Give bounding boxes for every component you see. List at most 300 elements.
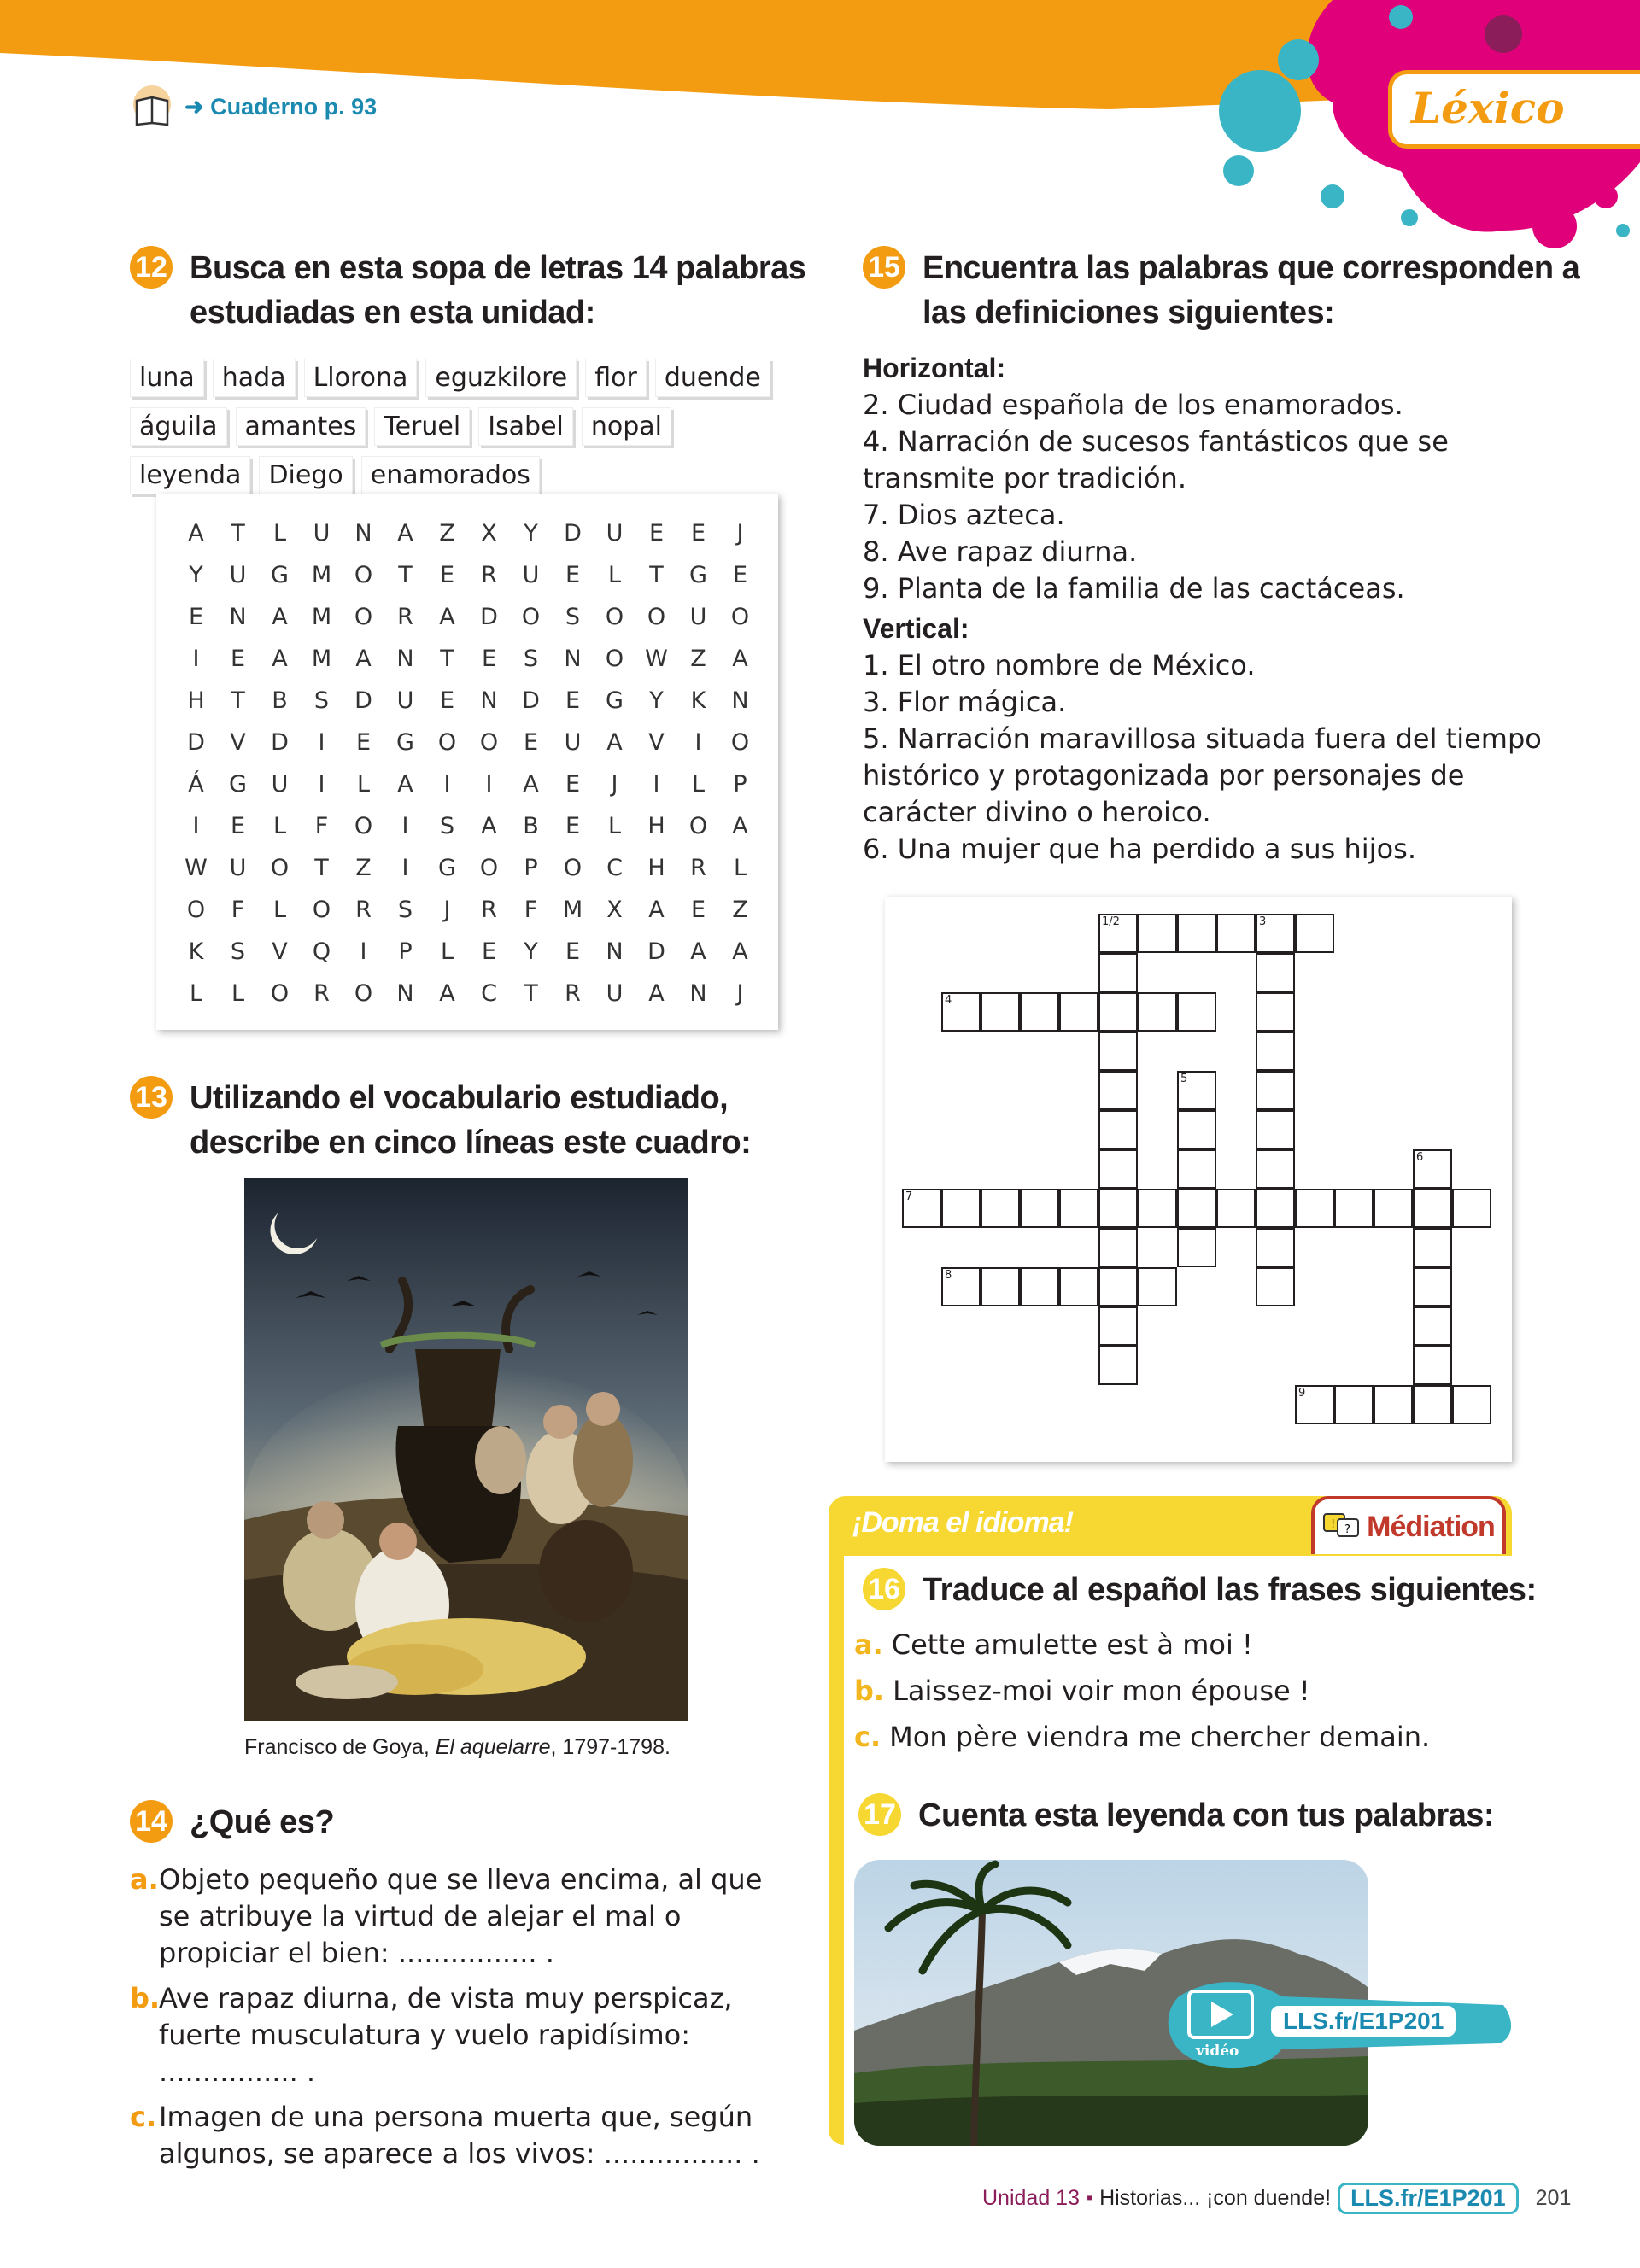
ex15-number: 15: [863, 246, 905, 289]
clue-number: 5: [1180, 1073, 1188, 1085]
item-text: Objeto pequeño que se lleva encima, al que se atribuye la virtud de alejar el mal o propiciar el bien: ................ .: [159, 1863, 763, 1969]
grid-letter: L: [607, 562, 622, 588]
horizontal-clues: [863, 387, 1546, 607]
grid-letter: E: [230, 813, 246, 839]
word-bank: [130, 359, 788, 505]
crossword-cell[interactable]: [1177, 1110, 1216, 1149]
crossword-cell[interactable]: [1059, 992, 1098, 1032]
crossword-cell[interactable]: [1374, 1385, 1413, 1424]
grid-letter: Y: [189, 562, 203, 588]
ex12-title-2: estudiadas en esta unidad:: [190, 295, 595, 330]
grid-letter: T: [231, 520, 245, 547]
crossword-cell[interactable]: [1295, 914, 1334, 953]
grid-letter: A: [606, 729, 623, 756]
crossword-cell[interactable]: [941, 1189, 981, 1228]
grid-letter: A: [188, 520, 204, 547]
grid-letter: O: [563, 855, 583, 881]
grid-letter: D: [522, 687, 540, 714]
crossword-cell[interactable]: [1098, 992, 1138, 1032]
grid-letter: P: [524, 855, 538, 881]
grid-letter: E: [355, 729, 372, 756]
crossword-cell[interactable]: [1020, 992, 1059, 1032]
footer-bullet: ▪: [1086, 2189, 1093, 2207]
grid-letter: K: [690, 687, 706, 714]
grid-letter: R: [565, 980, 581, 1007]
grid-letter: U: [229, 562, 247, 588]
item-letter: b.: [854, 1675, 885, 1707]
clue-number: 9: [1298, 1387, 1306, 1400]
grid-letter: E: [565, 562, 581, 588]
crossword-cell[interactable]: [1098, 1189, 1138, 1228]
doma-banner: ¡Doma el idioma!: [829, 1496, 1512, 1556]
grid-letter: L: [272, 897, 287, 923]
clue-number: 6: [1416, 1151, 1424, 1164]
crossword-cell[interactable]: [1256, 1189, 1295, 1228]
crossword-cell[interactable]: [1256, 1032, 1295, 1071]
crossword-cell[interactable]: [1256, 992, 1295, 1032]
grid-letter: M: [311, 646, 332, 672]
ex13-title-2: describe en cinco líneas este cuadro:: [190, 1125, 752, 1160]
horizontal-label: Horizontal:: [863, 353, 1006, 383]
grid-letter: U: [564, 729, 582, 756]
grid-letter: V: [272, 938, 288, 965]
grid-letter: E: [565, 938, 581, 965]
grid-letter: O: [479, 855, 499, 881]
crossword-cell[interactable]: [1177, 1189, 1216, 1228]
crossword-cell[interactable]: [1098, 1228, 1138, 1267]
grid-letter: O: [605, 604, 624, 630]
ex16-heading: [863, 1568, 1537, 1612]
word-chip: Llorona: [304, 359, 418, 397]
grid-letter: L: [607, 813, 622, 839]
ex16-item: [854, 1627, 1520, 1663]
crossword-cell[interactable]: [1413, 1267, 1452, 1306]
grid-letter: D: [187, 729, 205, 756]
grid-letter: E: [523, 729, 539, 756]
notebook-icon: [130, 85, 178, 128]
grid-letter: R: [397, 604, 413, 630]
crossword-cell[interactable]: [1413, 1306, 1452, 1346]
grid-letter: X: [606, 897, 623, 923]
word-chip: duende: [655, 359, 770, 397]
ex14-title: ¿Qué es?: [190, 1804, 335, 1840]
grid-letter: I: [318, 771, 325, 798]
grid-letter: O: [521, 604, 541, 630]
grid-letter: R: [690, 855, 706, 881]
grid-letter: E: [690, 897, 706, 923]
grid-letter: O: [312, 897, 331, 923]
ex16-item: [854, 1719, 1520, 1756]
grid-letter: I: [443, 771, 451, 798]
crossword-cell[interactable]: [1295, 1189, 1334, 1228]
grid-letter: I: [694, 729, 702, 756]
grid-letter: A: [272, 646, 288, 672]
footer: [982, 2183, 1571, 2214]
grid-letter: K: [188, 938, 204, 965]
grid-letter: A: [481, 813, 497, 839]
grid-letter: O: [479, 729, 499, 756]
item-letter: c.: [130, 2101, 157, 2133]
grid-letter: S: [565, 604, 581, 630]
word-chip: Diego: [259, 456, 352, 494]
grid-letter: O: [688, 813, 708, 839]
ex15-title-1: Encuentra las palabras que corresponden a: [922, 250, 1580, 286]
word-search: [156, 494, 778, 1030]
grid-letter: M: [311, 604, 332, 630]
grid-letter: D: [480, 604, 498, 630]
crossword-cell[interactable]: [1177, 1228, 1216, 1267]
clue-number: 4: [945, 994, 952, 1007]
word-chip: amantes: [236, 407, 366, 446]
grid-letter: O: [354, 562, 373, 588]
item-text: Imagen de una persona muerta que, según algunos, se aparece a los vivos: ................ .: [159, 2101, 760, 2170]
grid-letter: N: [396, 980, 414, 1007]
grid-letter: E: [230, 646, 246, 672]
svg-text:!: !: [1331, 1518, 1336, 1531]
crossword-cell[interactable]: [1334, 1189, 1374, 1228]
crossword-cell[interactable]: [1059, 1189, 1098, 1228]
crossword-cell[interactable]: [981, 1267, 1020, 1306]
grid-letter: W: [645, 646, 668, 672]
ex16-title: Traduce al español las frases siguientes:: [922, 1572, 1537, 1608]
grid-letter: L: [272, 813, 287, 839]
horizontal-clue: 2. Ciudad española de los enamorados.: [863, 389, 1403, 421]
item-letter: c.: [854, 1721, 882, 1753]
grid-letter: L: [189, 980, 203, 1007]
grid-letter: I: [485, 771, 493, 798]
item-text: Ave rapaz diurna, de vista muy perspicaz, fuerte musculatura y vuelo rapidísimo: ................ .: [159, 1982, 733, 2088]
grid-letter: F: [314, 813, 329, 839]
grid-letter: A: [690, 938, 706, 965]
grid-letter: U: [271, 771, 289, 798]
video-link[interactable]: LLS.fr/E1P201: [1268, 2003, 1458, 2039]
svg-text:?: ?: [1344, 1523, 1351, 1536]
grid-letter: N: [606, 938, 624, 965]
vertical-clue: 3. Flor mágica.: [863, 686, 1067, 718]
grid-letter: E: [648, 520, 665, 547]
crossword-cell[interactable]: [1452, 1189, 1491, 1228]
grid-letter: O: [730, 729, 750, 756]
grid-letter: Z: [355, 855, 372, 881]
grid-letter: O: [605, 646, 624, 672]
clue-number: 8: [945, 1269, 952, 1282]
crossword-cell[interactable]: [1059, 1267, 1098, 1306]
grid-letter: N: [564, 646, 582, 672]
grid-letter: B: [272, 687, 288, 714]
grid-letter: A: [648, 980, 665, 1007]
play-icon: [1187, 1990, 1254, 2044]
grid-letter: H: [187, 687, 205, 714]
footer-unit: Unidad 13: [982, 2186, 1080, 2210]
grid-letter: P: [398, 938, 413, 965]
crossword-cell[interactable]: [1177, 914, 1216, 953]
word-chip: enamorados: [361, 456, 540, 494]
grid-letter: G: [606, 687, 624, 714]
ex14-number: 14: [130, 1800, 173, 1843]
word-chip: leyenda: [130, 456, 250, 494]
crossword-cell[interactable]: [1098, 1267, 1138, 1306]
grid-letter: Y: [649, 687, 664, 714]
grid-letter: A: [439, 980, 455, 1007]
ex14-heading: [130, 1800, 334, 1844]
crossword-cell[interactable]: [1256, 1149, 1295, 1189]
grid-letter: Á: [188, 771, 204, 798]
grid-letter: I: [360, 938, 367, 965]
section-label: Léxico: [1388, 70, 1640, 149]
grid-letter: T: [440, 646, 454, 672]
grid-letter: J: [736, 980, 744, 1007]
grid-letter: I: [401, 813, 409, 839]
grid-letter: M: [562, 897, 583, 923]
crossword-cell[interactable]: [1098, 953, 1138, 992]
crossword-cell[interactable]: [1334, 1385, 1374, 1424]
horizontal-clue: 7. Dios azteca.: [863, 499, 1065, 531]
ex12-heading: [130, 246, 805, 335]
grid-letter: J: [443, 897, 451, 923]
grid-letter: N: [731, 687, 749, 714]
grid-letter: G: [396, 729, 414, 756]
word-chip: águila: [130, 407, 227, 446]
grid-letter: N: [354, 520, 372, 547]
horizontal-clue: 8. Ave rapaz diurna.: [863, 535, 1138, 568]
ex16-list: [854, 1627, 1520, 1765]
grid-letter: X: [481, 520, 497, 547]
grid-letter: N: [229, 604, 247, 630]
grid-letter: U: [606, 980, 624, 1007]
page-number: 201: [1535, 2186, 1572, 2210]
grid-letter: C: [481, 980, 497, 1007]
item-text: Mon père viendra me chercher demain.: [889, 1721, 1431, 1753]
crossword-cell[interactable]: [1177, 1149, 1216, 1189]
grid-letter: R: [481, 897, 497, 923]
grid-letter: J: [736, 520, 744, 547]
grid-letter: Z: [690, 646, 706, 672]
grid-letter: I: [401, 855, 409, 881]
item-letter: a.: [854, 1628, 883, 1661]
grid-letter: G: [229, 771, 247, 798]
grid-letter: T: [314, 855, 329, 881]
grid-letter: D: [647, 938, 665, 965]
grid-letter: C: [606, 855, 623, 881]
crossword-cell[interactable]: [981, 992, 1020, 1032]
grid-letter: V: [648, 729, 665, 756]
clue-number: 7: [905, 1190, 913, 1203]
grid-letter: M: [311, 562, 332, 588]
crossword-cell[interactable]: [1216, 1189, 1256, 1228]
grid-letter: A: [397, 771, 413, 798]
word-chip: Teruel: [374, 407, 470, 446]
ex17-heading: [858, 1793, 1494, 1838]
grid-letter: O: [647, 604, 666, 630]
grid-letter: F: [524, 897, 538, 923]
grid-letter: A: [523, 771, 539, 798]
grid-letter: L: [231, 980, 245, 1007]
ex17-number: 17: [858, 1793, 901, 1836]
footer-link[interactable]: LLS.fr/E1P201: [1338, 2183, 1519, 2214]
grid-letter: D: [271, 729, 289, 756]
ex14-item: [130, 2099, 779, 2172]
crossword-cell[interactable]: [1020, 1267, 1059, 1306]
grid-letter: S: [439, 813, 455, 839]
doma-left-bar: [829, 1547, 844, 2145]
crossword-cell[interactable]: [1138, 1267, 1177, 1306]
horizontal-clue: 4. Narración de sucesos fantásticos que se transmite por tradición.: [863, 425, 1449, 494]
grid-letter: E: [732, 562, 748, 588]
crossword-cell[interactable]: [1413, 1228, 1452, 1267]
vertical-label: Vertical:: [863, 613, 969, 644]
ex17-title: Cuenta esta leyenda con tus palabras:: [918, 1797, 1495, 1833]
crossword-cell[interactable]: [1256, 1267, 1295, 1306]
ex16-item: [854, 1673, 1520, 1710]
grid-letter: A: [397, 520, 413, 547]
item-letter: a.: [130, 1863, 159, 1896]
crossword-cell[interactable]: [1452, 1385, 1491, 1424]
grid-letter: D: [564, 520, 582, 547]
crossword-cell[interactable]: [1177, 992, 1216, 1032]
grid-letter: E: [565, 687, 581, 714]
grid-letter: N: [396, 646, 414, 672]
vertical-clue: 6. Una mujer que ha perdido a sus hijos.: [863, 833, 1416, 865]
grid-letter: Z: [439, 520, 455, 547]
painting-caption: Francisco de Goya, El aquelarre, 1797-1798.: [244, 1735, 671, 1759]
grid-letter: T: [524, 980, 538, 1007]
word-chip: Isabel: [478, 407, 573, 446]
grid-letter: F: [231, 897, 245, 923]
crossword-cell[interactable]: [1098, 1306, 1138, 1346]
grid-letter: U: [689, 604, 707, 630]
grid-letter: I: [192, 646, 200, 672]
crossword-cell[interactable]: [1216, 914, 1256, 953]
grid-letter: U: [229, 855, 247, 881]
grid-letter: S: [397, 897, 413, 923]
word-chip: eguzkilore: [425, 359, 577, 397]
grid-letter: T: [398, 562, 413, 588]
grid-letter: I: [318, 729, 325, 756]
crossword-cell[interactable]: [1256, 953, 1295, 992]
item-text: Laissez-moi voir mon épouse !: [893, 1675, 1310, 1707]
grid-letter: O: [270, 855, 290, 881]
crossword-cell[interactable]: [1256, 1071, 1295, 1110]
grid-letter: E: [481, 938, 497, 965]
crossword-cell[interactable]: [1413, 1189, 1452, 1228]
grid-letter: E: [565, 813, 581, 839]
grid-letter: A: [439, 604, 455, 630]
crossword-cell[interactable]: [1413, 1346, 1452, 1385]
grid-letter: E: [439, 687, 455, 714]
ex13-title-1: Utilizando el vocabulario estudiado,: [190, 1080, 729, 1116]
crossword-cell[interactable]: [1098, 1071, 1138, 1110]
grid-letter: J: [611, 771, 618, 798]
grid-letter: L: [272, 520, 287, 547]
grid-letter: O: [270, 980, 290, 1007]
crossword: [885, 897, 1512, 1462]
ex13-number: 13: [130, 1076, 173, 1119]
crossword-cell[interactable]: [1138, 914, 1177, 953]
grid-letter: L: [356, 771, 371, 798]
grid-letter: A: [272, 604, 288, 630]
crossword-cell[interactable]: [1256, 1228, 1295, 1267]
grid-letter: V: [230, 729, 246, 756]
grid-letter: R: [355, 897, 372, 923]
grid-letter: E: [481, 646, 497, 672]
crossword-cell[interactable]: [1256, 1110, 1295, 1149]
grid-letter: P: [733, 771, 747, 798]
crossword-cell[interactable]: [1098, 1346, 1138, 1385]
crossword-cell[interactable]: [1374, 1189, 1413, 1228]
word-chip: flor: [585, 359, 647, 397]
item-letter: b.: [130, 1982, 161, 2014]
crossword-cell[interactable]: [1098, 1149, 1138, 1189]
word-chip: hada: [213, 359, 296, 397]
crossword-cell[interactable]: [1098, 1110, 1138, 1149]
horizontal-clue: 9. Planta de la familia de las cactáceas.: [863, 572, 1405, 605]
grid-letter: D: [354, 687, 372, 714]
clue-number: 3: [1259, 915, 1267, 928]
crossword-cell[interactable]: [981, 1189, 1020, 1228]
video-badge[interactable]: vidéo LLS.fr/E1P201: [1162, 1971, 1512, 2073]
grid-letter: O: [730, 604, 750, 630]
grid-letter: T: [231, 687, 245, 714]
grid-letter: L: [691, 771, 706, 798]
grid-letter: W: [184, 855, 208, 881]
mediation-icon: [1322, 1509, 1362, 1545]
grid-letter: S: [230, 938, 246, 965]
grid-letter: U: [522, 562, 540, 588]
ex12-number: 12: [130, 246, 173, 289]
grid-letter: N: [480, 687, 498, 714]
item-text: Cette amulette est à moi !: [891, 1628, 1253, 1661]
ex16-number: 16: [863, 1568, 905, 1610]
grid-letter: U: [606, 520, 624, 547]
grid-letter: L: [733, 855, 747, 881]
ex13-heading: [130, 1076, 751, 1165]
grid-letter: A: [732, 813, 748, 839]
grid-letter: N: [689, 980, 707, 1007]
grid-letter: Q: [312, 938, 331, 965]
grid-letter: L: [440, 938, 454, 965]
vertical-clue: 1. El otro nombre de México.: [863, 649, 1256, 681]
crossword-cell[interactable]: [1138, 992, 1177, 1032]
crossword-cell[interactable]: [1098, 1032, 1138, 1071]
grid-letter: G: [271, 562, 289, 588]
ex12-title-1: Busca en esta sopa de letras 14 palabras: [190, 250, 806, 286]
grid-letter: O: [354, 813, 373, 839]
cuaderno-ref[interactable]: ➜ Cuaderno p. 93: [130, 85, 377, 128]
clue-number: 1/2: [1102, 915, 1120, 928]
grid-letter: E: [690, 520, 706, 547]
grid-letter: R: [313, 980, 330, 1007]
grid-letter: O: [354, 980, 373, 1007]
word-chip: nopal: [582, 407, 671, 446]
ex14-item: [130, 1980, 779, 2090]
crossword-cell[interactable]: [1413, 1385, 1452, 1424]
crossword-cell[interactable]: [1020, 1189, 1059, 1228]
grid-letter: O: [354, 604, 373, 630]
grid-letter: I: [653, 771, 660, 798]
goya-painting: [244, 1178, 688, 1721]
grid-letter: R: [481, 562, 497, 588]
grid-letter: A: [355, 646, 372, 672]
grid-letter: H: [647, 813, 665, 839]
ex14-list: [130, 1862, 779, 2181]
grid-letter: Y: [524, 520, 538, 547]
mediation-tab[interactable]: ! ? Médiation: [1311, 1496, 1506, 1554]
ex15-heading: [863, 246, 1579, 335]
crossword-cell[interactable]: [1138, 1189, 1177, 1228]
grid-letter: Y: [524, 938, 538, 965]
grid-letter: H: [647, 855, 665, 881]
grid-letter: E: [188, 604, 204, 630]
